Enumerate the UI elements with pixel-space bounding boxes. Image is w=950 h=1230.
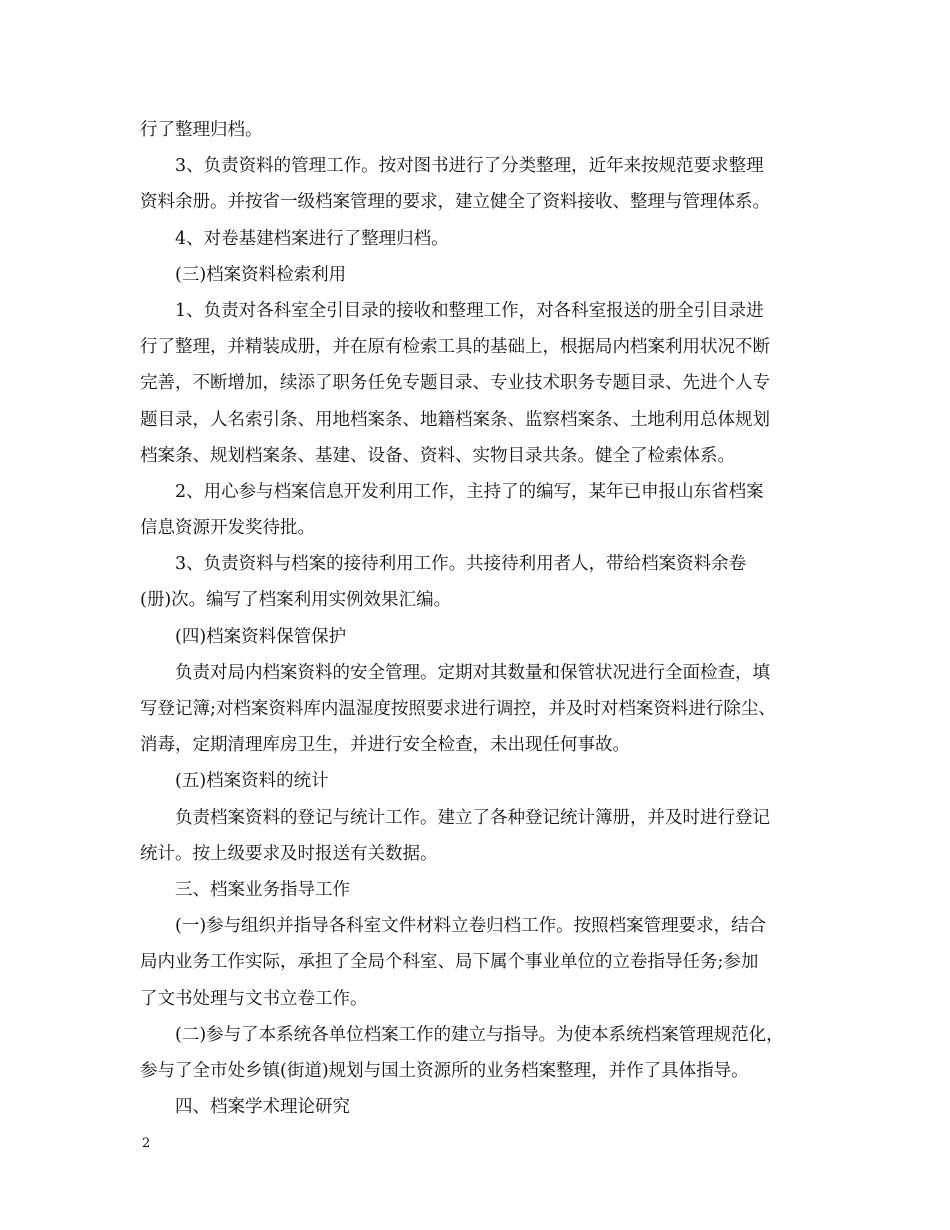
text-line: 局内业务工作实际，承担了全局个科室、局下属个事业单位的立卷指导任务;参加 bbox=[140, 952, 759, 973]
text-line: 负责对局内档案资料的安全管理。定期对其数量和保管状况进行全面检查，填 bbox=[175, 662, 770, 683]
text-line: 行了整理归档。 bbox=[140, 120, 263, 140]
text-line: 四、档案学术理论研究 bbox=[175, 1097, 350, 1118]
text-line: 2、用心参与档案信息开发利用工作，主持了的编写，某年已申报山东省档案 bbox=[175, 481, 764, 502]
text-line: (一)参与组织并指导各科室文件材料立卷归档工作。按照档案管理要求，结合 bbox=[175, 916, 767, 937]
text-line: (册)次。编写了档案利用实例效果汇编。 bbox=[140, 590, 452, 611]
text-line: 行了整理，并精装成册，并在原有检索工具的基础上，根据局内档案利用状况不断 bbox=[140, 337, 770, 358]
text-line: 参与了全市处乡镇(街道)规划与国土资源所的业务档案整理，并作了具体指导。 bbox=[140, 1060, 749, 1081]
text-line: 题目录，人名索引条、用地档案条、地籍档案条、监察档案条、土地利用总体规划 bbox=[140, 409, 770, 430]
text-line: 了文书处理与文书立卷工作。 bbox=[140, 988, 368, 1009]
text-line: 消毒，定期清理库房卫生，并进行安全检查，未出现任何事故。 bbox=[140, 735, 630, 756]
text-line: 信息资源开发奖待批。 bbox=[140, 518, 315, 539]
text-line: 完善，不断增加，续添了职务任免专题目录、专业技术职务专题目录、先进个人专 bbox=[140, 373, 770, 394]
text-line: 3、负责资料的管理工作。按对图书进行了分类整理，近年来按规范要求整理 bbox=[175, 156, 764, 177]
document-body bbox=[140, 112, 820, 1125]
page-number: 2 bbox=[142, 1136, 151, 1151]
text-line: 负责档案资料的登记与统计工作。建立了各种登记统计簿册，并及时进行登记 bbox=[175, 807, 770, 828]
text-line: (三)档案资料检索利用 bbox=[175, 264, 347, 285]
text-line: 4、对卷基建档案进行了整理归档。 bbox=[175, 228, 449, 249]
text-line: 统计。按上级要求及时报送有关数据。 bbox=[140, 843, 438, 864]
text-line: (五)档案资料的统计 bbox=[175, 771, 329, 792]
text-line: 1、负责对各科室全引目录的接收和整理工作，对各科室报送的册全引目录进 bbox=[175, 300, 764, 321]
text-line: 档案条、规划档案条、基建、设备、资料、实物目录共条。健全了检索体系。 bbox=[140, 445, 735, 466]
text-line: 三、档案业务指导工作 bbox=[175, 879, 350, 900]
text-line: (四)档案资料保管保护 bbox=[175, 626, 347, 647]
text-line: 资料余册。并按省一级档案管理的要求，建立健全了资料接收、整理与管理体系。 bbox=[140, 192, 770, 213]
text-line: 3、负责资料与档案的接待利用工作。共接待利用者人，带给档案资料余卷 bbox=[175, 554, 747, 575]
text-line: (二)参与了本系统各单位档案工作的建立与指导。为使本系统档案管理规范化， bbox=[175, 1024, 784, 1045]
text-line: 写登记簿;对档案资料库内温湿度按照要求进行调控，并及时对档案资料进行除尘、 bbox=[140, 699, 776, 719]
